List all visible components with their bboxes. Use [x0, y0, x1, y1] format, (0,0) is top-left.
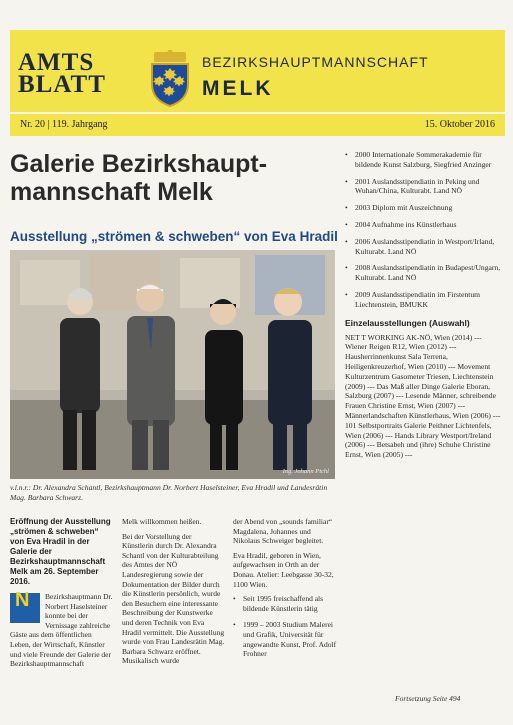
issue-date: 15. Oktober 2016 [424, 119, 495, 130]
photo-caption: v.l.n.r.: Dr. Alexandra Schantl, Bezirkshauptmann Dr. Norbert Haselsteiner, Eva Hradil und Landesrätin Mag. Barbara Schwarz. [10, 483, 328, 502]
headline-line-1: Galerie Bezirkshaupt- [10, 150, 268, 178]
noe-logo-icon: N [10, 593, 40, 623]
authority-name: BEZIRKSHAUPTMANNSCHAFT [202, 54, 429, 70]
headline-line-2: mannschaft Melk [10, 178, 213, 206]
exhibitions-text: NET T WORKING AK-NÖ, Wien (2014) --- Wiener Reigen R12, Wien (2012) --- Hausherrinnenkunst Sala Terrena, Heiligenkreuzerhof, Wien (2010) --- Movement Kulturzentrum Gasometer Triesen, Liechtenstein (2009) --- Das Maß aller Dinge Galerie Eboran, Salzburg (2007) --- Lesende Männer, schreibende Frauen Christine Ernst, Wien (2007) --- Männerlandschaften Künstlerhaus, Wien (2006) --- 101 Selbstportraits Galerie Peithner Lichtenfels, Wien (2006) --- Hands Library Westport/Ireland (2006) --- Betsabeh und (ihre) Schuhe Christine Ernst, Wien (2005) --- [345, 332, 501, 460]
masthead [10, 30, 505, 112]
list-item: • 2001 Auslandsstipendiatin in Peking und Wuhan/China, Kulturabt. Land NÖ [345, 177, 505, 197]
article-column-3 [233, 517, 338, 666]
article-column-2 [122, 517, 225, 671]
list-item: • 2004 Aufnahme ins Künstlerhaus [345, 220, 505, 230]
district-name: MELK [202, 77, 274, 100]
article-headline [10, 150, 330, 206]
col2-paragraph-1: Melk willkommen heißen. [122, 517, 202, 526]
continued-note: Fortsetzung Seite 494 [395, 694, 461, 703]
col1-text: Bezirkshauptmann Dr. Norbert Haselsteiner konnte bei der Vernissage zahlreiche Gäste aus dem öffentlichen Leben, der Wirtschaft, Künstler und viele Freunde der Galerie der Bezirkshauptmannschaft [10, 592, 113, 669]
list-item: • 2006 Auslandsstipendiatin in Westport/Irland, Kulturabt. Land NÖ [345, 237, 505, 257]
list-item: • 2009 Auslandsstipendiatin im Firstentum Liechtenstein, BMUKK [345, 290, 505, 310]
article-lead: Eröffnung der Ausstellung „strömen & schweben“ von Eva Hradil in der Galerie der Bezirkshauptmannschaft Melk am 26. September 2016. [10, 517, 111, 586]
exhibitions-heading: Einzelausstellungen (Auswahl) [345, 317, 470, 328]
coat-of-arms-icon [148, 50, 192, 108]
col3-paragraph-1: der Abend von „sounds familiar“ Magdalena, Johannes und Nikolaus Schweiger begleitet. [233, 517, 333, 546]
event-photo [10, 250, 335, 479]
list-item: • 2003 Diplom mit Auszeichnung [345, 203, 505, 213]
photo-illustration [10, 250, 335, 479]
article-column-1 [10, 517, 113, 674]
biography-list [345, 150, 505, 310]
amts-word: AMTS [18, 49, 95, 76]
col2-paragraph-2: Bei der Vorstellung der Künstlerin durch Dr. Alexandra Schantl von der Kulturabteilung des Amtes der NÖ Landesregierung sowie der Dokumentation der Bilder durch die Künstlerin persönlich, wurde den Besuchern eine interessante Beschreibung der Kunstwerke und deren Technik von Eva Hradil vermittelt. Die Ausstellung wurde von Frau Landesrätin Mag. Barbara Schwarz eröffnet. Musikalisch wurde [122, 531, 225, 666]
list-item: • 2008 Auslandsstipendiatin in Budapest/Ungarn, Kulturabt. Land NÖ [345, 263, 505, 283]
list-item: • 1999 – 2003 Studium Malerei und Grafik, Universität für angewandte Kunst, Prof. Adolf Frohner [233, 620, 338, 658]
col3-paragraph-2: Eva Hradil, geboren in Wien, aufgewachsen in Orth an der Donau. Atelier: Leebgasse 30-32, 1100 Wien. [233, 550, 334, 589]
issue-bar [10, 114, 505, 136]
issue-number: Nr. 20 | 119. Jahrgang [20, 119, 108, 130]
col3-bullet-list [233, 594, 338, 659]
list-item: • 2000 Internationale Sommerakademie für bildende Kunst Salzburg, Siegfried Anzinger [345, 150, 505, 170]
biography-sidebar [345, 150, 505, 460]
list-item: • Seit 1995 freischaffend als bildende Künstlerin tätig [233, 594, 338, 613]
blatt-word: BLATT [18, 71, 106, 98]
article-subheadline: Ausstellung „strömen & schweben“ von Eva Hradil [10, 229, 338, 244]
photo-credit: Ing. Johann Pichl [282, 468, 329, 475]
amtsblatt-title [18, 49, 106, 98]
